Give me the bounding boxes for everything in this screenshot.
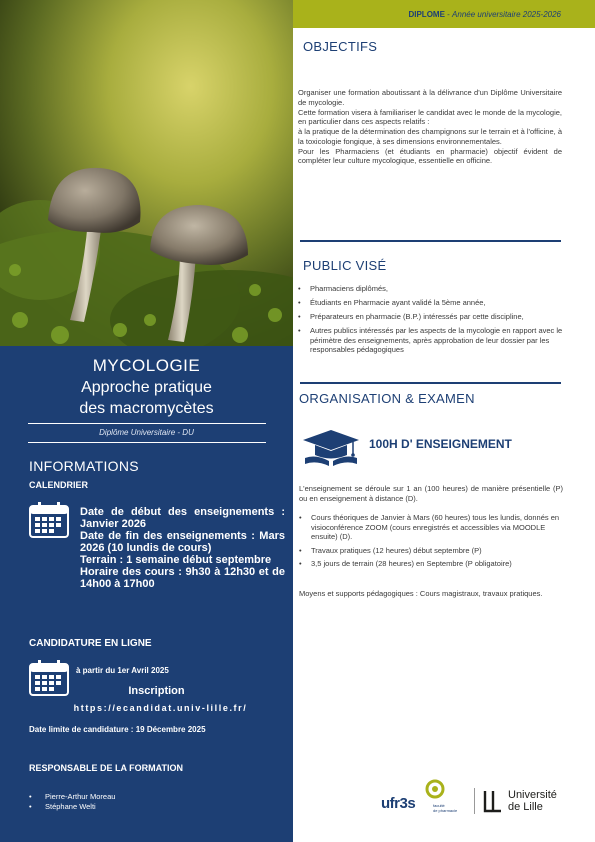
objectifs-heading: OBJECTIFS — [303, 39, 378, 54]
ufr-logo-mark-icon — [424, 778, 446, 800]
public-item: • Préparateurs en pharmacie (B.P.) intéressés par cette discipline, — [298, 312, 563, 322]
univ-line: Université — [508, 789, 557, 801]
left-panel — [0, 0, 293, 842]
annee-label: Année universitaire 2025-2026 — [452, 10, 561, 19]
date-terrain: Terrain : 1 semaine début septembre — [80, 554, 272, 566]
universite-lille-logo-icon — [483, 789, 503, 813]
calendar-icon — [29, 502, 69, 538]
inscription-label: Inscription — [128, 685, 185, 697]
universite-lille-logo-text — [508, 789, 557, 813]
section-divider — [300, 240, 561, 242]
divider-bottom — [28, 442, 266, 443]
ufr-subtext-line: faculté — [433, 803, 445, 808]
public-item: • Étudiants en Pharmacie ayant validé la 5ème année, — [298, 298, 563, 308]
calendar-dates — [80, 506, 285, 590]
organisation-item: • Travaux pratiques (12 heures) début septembre (P) — [299, 546, 563, 556]
univ-line: de Lille — [508, 801, 543, 813]
graduation-cap-icon — [301, 428, 361, 468]
responsable-item: • Stéphane Welti — [29, 802, 115, 812]
responsable-heading: RESPONSABLE DE LA FORMATION — [29, 763, 184, 773]
ufr-logo-subtext — [433, 803, 457, 813]
calendrier-heading: CALENDRIER — [29, 480, 89, 490]
responsable-list — [29, 792, 115, 812]
logo-separator — [474, 788, 475, 814]
main-title: MYCOLOGIE — [92, 356, 201, 375]
responsable-item: • Pierre-Arthur Moreau — [29, 792, 115, 802]
objectifs-paragraph: à la pratique de la détermination des champignons sur le terrain et à l'officine, à la toxicologie fongique, à ses dimensions environnementales. — [298, 127, 562, 146]
mushroom-illustration — [0, 0, 293, 346]
date-start: Date de début des enseignements : Janvier 2026 — [80, 506, 285, 530]
candidature-deadline: Date limite de candidature : 19 Décembre 2025 — [29, 725, 206, 734]
ufr-subtext-line: de pharmacie — [433, 808, 458, 813]
diplome-label: DIPLOME — [408, 10, 445, 19]
organisation-intro: L'enseignement se déroule sur 1 an (100 heures) de manière présentielle (P) ou en enseignement à distance (D). — [299, 484, 563, 503]
public-item: • Pharmaciens diplômés, — [298, 284, 563, 294]
subtitle-line1: Approche pratique — [81, 379, 212, 396]
ecandidat-link[interactable]: https://ecandidat.univ-lille.fr/ — [73, 703, 248, 713]
candidature-start: à partir du 1er Avril 2025 — [76, 666, 169, 675]
mushroom-photo — [0, 0, 293, 346]
candidature-heading: CANDIDATURE EN LIGNE — [29, 638, 152, 649]
divider-top — [28, 423, 266, 424]
date-horaire: Horaire des cours : 9h30 à 12h30 et de 14h00 à 17h00 — [80, 566, 285, 590]
organisation-item: • 3,5 jours de terrain (28 heures) en Septembre (P obligatoire) — [299, 559, 563, 569]
public-list — [298, 284, 563, 359]
informations-heading: INFORMATIONS — [29, 458, 139, 474]
subtitle-line2: des macromycètes — [79, 400, 214, 417]
header-text: DIPLOME - Année universitaire 2025-2026 — [408, 10, 561, 19]
title-block — [0, 356, 293, 418]
objectifs-paragraph: Pour les Pharmaciens (et étudiants en pharmacie) objectif évident de compléter leur culture mycologique, essentielle en officine. — [298, 146, 562, 165]
public-heading: PUBLIC VISÉ — [303, 258, 387, 273]
moyens-text: Moyens et supports pédagogiques : Cours magistraux, travaux pratiques. — [299, 589, 543, 598]
hours-label: 100H D' ENSEIGNEMENT — [369, 437, 512, 451]
objectifs-paragraph: Cette formation visera à familiariser le candidat avec le monde de la mycologie, en particulier dans ces aspects relatifs : — [298, 107, 562, 126]
organisation-list — [299, 513, 563, 573]
organisation-item: • Cours théoriques de Janvier à Mars (60 heures) tous les lundis, donnés en visioconférence ZOOM (cours enregistrés et accessibles via MOODLE ensuite) (D). — [299, 513, 563, 542]
organisation-heading: ORGANISATION & EXAMEN — [299, 391, 475, 406]
public-item: • Autres publics intéressés par les aspects de la mycologie en rapport avec le périmètre des enseignements, après approbation de leur dossier par les responsables pédagogiques — [298, 326, 563, 355]
du-label: Diplôme Universitaire - DU — [99, 428, 194, 437]
ufr-logo-text: ufr3s — [381, 795, 416, 812]
objectifs-text — [298, 88, 562, 166]
section-divider — [300, 382, 561, 384]
objectifs-paragraph: Organiser une formation aboutissant à la délivrance d'un Diplôme Universitaire de mycologie. — [298, 88, 562, 107]
date-end: Date de fin des enseignements : Mars 2026 (10 lundis de cours) — [80, 530, 285, 554]
